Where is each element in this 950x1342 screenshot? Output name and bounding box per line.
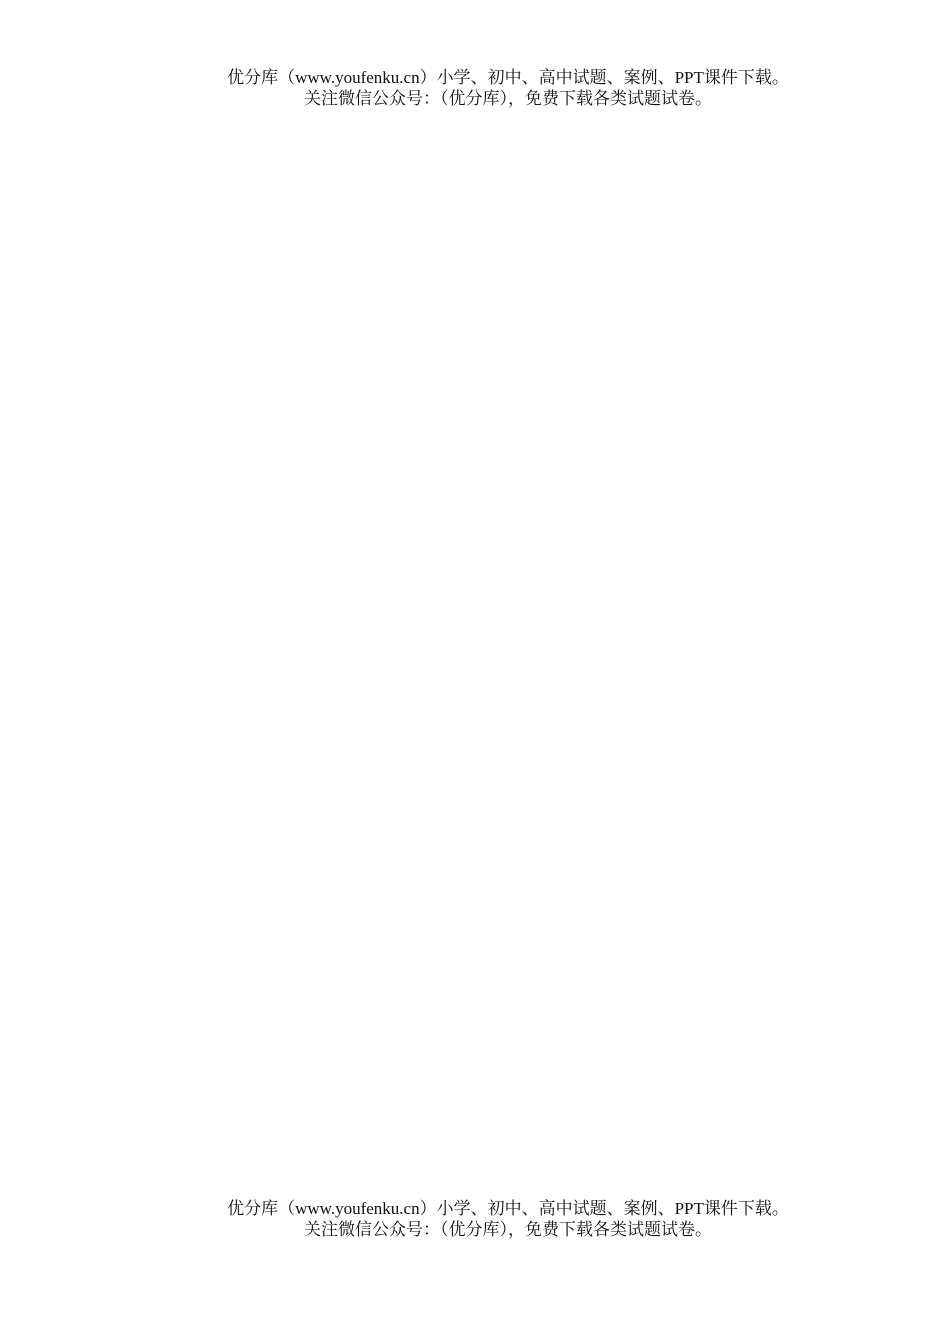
footer-line-2: 关注微信公众号：（优分库），免费下载各类试题试卷。 [304, 1220, 712, 1239]
header-line-1: 优分库（www.youfenku.cn）小学、初中、高中试题、案例、PPT课件下载。 [227, 68, 789, 87]
header-line-2: 关注微信公众号：（优分库），免费下载各类试题试卷。 [304, 89, 712, 108]
footer-line-1: 优分库（www.youfenku.cn）小学、初中、高中试题、案例、PPT课件下载。 [227, 1199, 789, 1218]
page-header [0, 67, 950, 109]
page-footer [0, 1198, 950, 1240]
